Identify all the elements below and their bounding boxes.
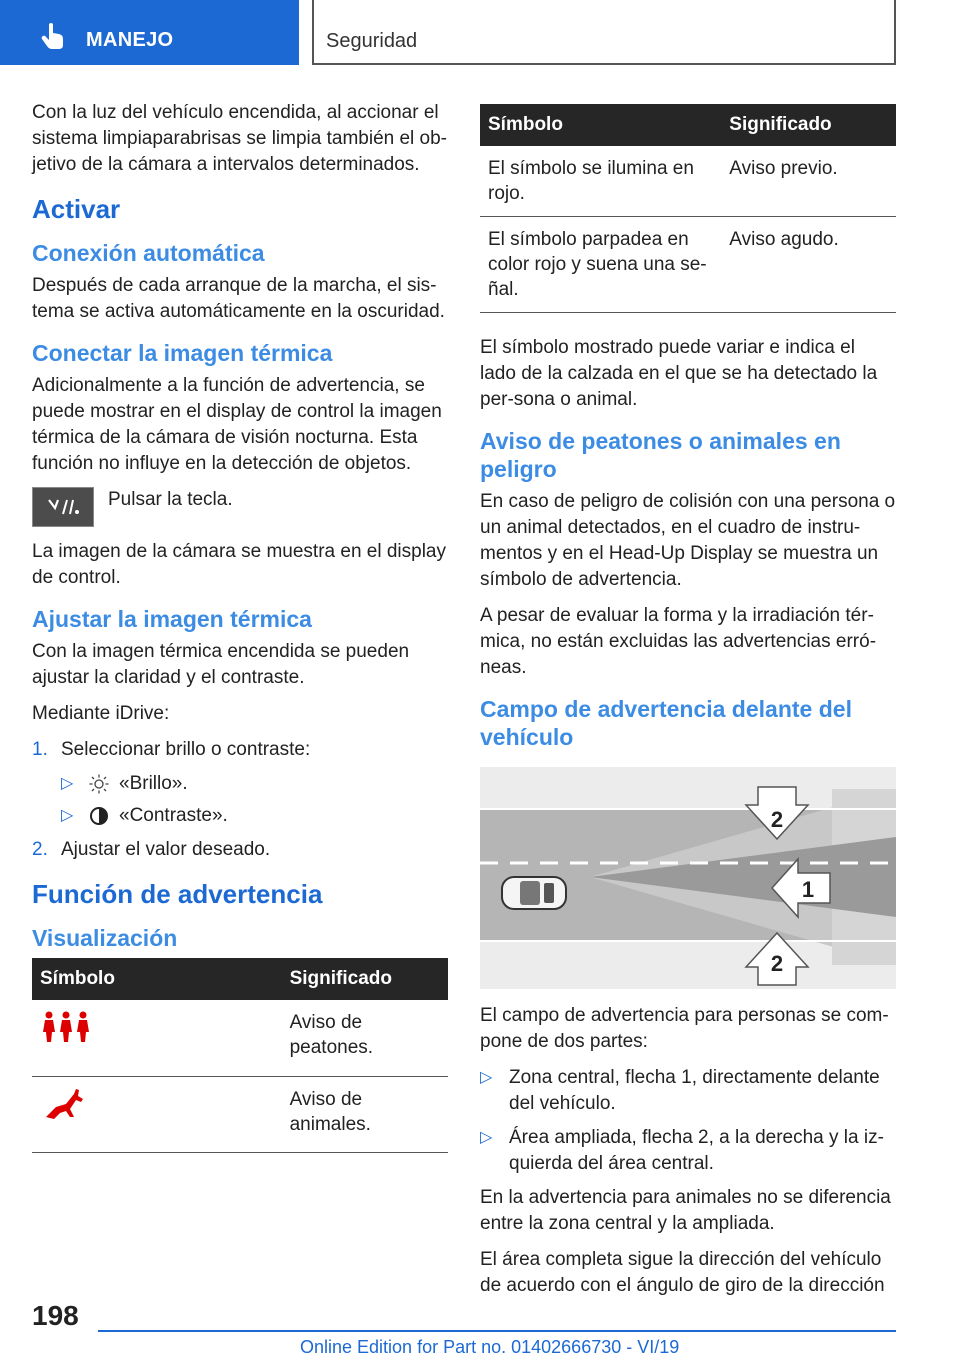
hand-pointer-icon — [40, 22, 66, 50]
list-item — [480, 1065, 896, 1117]
substep-item — [61, 803, 448, 829]
table-header-meaning: Significado — [282, 958, 448, 1000]
heading-conexion: Conexión automática — [32, 240, 265, 266]
warning-level-table — [480, 104, 896, 313]
meaning-cell: Aviso de peatones. — [282, 1000, 448, 1076]
step-text: Ajustar el valor deseado. — [61, 839, 271, 860]
heading-funcion: Función de advertencia — [32, 879, 323, 909]
warning-field-illustration — [480, 767, 896, 989]
triangle-bullet-icon: ▷ — [480, 1069, 493, 1086]
night-vision-key — [32, 487, 94, 527]
area-paragraph: El área completa sigue la dirección del vehículo de acuerdo con el ángulo de giro de la dirección — [480, 1249, 885, 1296]
aviso-paragraph-2: A pesar de evaluar la forma y la irradiación tér-mica, no están excluidas las advertencias erró-neas. — [480, 605, 877, 678]
car-icon — [502, 877, 566, 909]
section-title: MANEJO — [86, 29, 174, 51]
table-row — [32, 1076, 448, 1152]
step-item — [32, 737, 448, 829]
arrow-label-bottom: 2 — [770, 951, 784, 976]
substep-text: «Brillo». — [119, 773, 188, 794]
section-tab[interactable] — [0, 0, 299, 65]
symbol-cell — [32, 1000, 282, 1076]
triangle-bullet-icon: ▷ — [480, 1129, 493, 1146]
table-row — [480, 146, 896, 217]
bullet-text: Zona central, flecha 1, directamente delante del vehículo. — [509, 1067, 880, 1114]
arrow-label-top: 2 — [770, 807, 784, 832]
animals-paragraph: En la advertencia para animales no se diferencia entre la zona central y la ampliada. — [480, 1187, 891, 1234]
symbol-paragraph: El símbolo mostrado puede variar e indica el lado de la calzada en el que se ha detectado la per-sona o animal. — [480, 337, 878, 410]
footer-edition: Online Edition for Part no. 01402666730 - VI/19 — [300, 1337, 680, 1357]
triangle-bullet-icon: ▷ — [61, 775, 74, 792]
table-row — [480, 217, 896, 313]
step-text: Seleccionar brillo o contraste: — [61, 739, 311, 760]
table-header-symbol: Símbolo — [480, 104, 721, 146]
conexion-paragraph: Después de cada arranque de la marcha, el sis-tema se activa automáticamente en la oscuridad. — [32, 275, 445, 322]
step-number: 1. — [32, 739, 48, 760]
arrow-label-center: 1 — [801, 877, 815, 902]
step-item — [32, 837, 448, 863]
chapter-title: Seguridad — [326, 30, 418, 52]
heading-ajustar: Ajustar la imagen térmica — [32, 606, 312, 632]
aviso-paragraph-1: En caso de peligro de colisión con una persona o un animal detectados, en el cuadro de instru-mentos y en el Head-Up Display se muestra un símbolo de advertencia. — [480, 491, 896, 590]
heading-aviso: Aviso de peatones o animales en peligro — [480, 428, 841, 482]
warning-field-diagram — [480, 767, 896, 989]
conectar-paragraph: Adicionalmente a la función de advertencia, se puede mostrar en el display de control la imagen térmica de la cámara de visión nocturna. Esta función no influye en la detección de objetos. — [32, 375, 442, 474]
substep-text: «Contraste». — [119, 805, 228, 826]
chapter-header — [312, 0, 896, 65]
meaning-cell: Aviso previo. — [721, 146, 896, 217]
substeps-list — [61, 771, 448, 829]
animal-warning-icon — [40, 1087, 92, 1121]
night-vision-key-row — [32, 487, 448, 527]
table-row — [32, 1000, 448, 1076]
pedestrian-warning-icon — [40, 1010, 92, 1044]
night-vision-key-icon — [43, 496, 83, 518]
ajustar-paragraph: Con la imagen térmica encendida se pueden ajustar la claridad y el contraste. — [32, 641, 410, 688]
left-column — [32, 100, 448, 1163]
triangle-bullet-icon: ▷ — [61, 807, 74, 824]
symbol-table — [32, 958, 448, 1153]
heading-visualizacion: Visualización — [32, 925, 178, 951]
right-column — [480, 100, 896, 1309]
heading-activar: Activar — [32, 194, 121, 224]
heading-campo: Campo de advertencia delante del vehículo — [480, 696, 852, 750]
step-number: 2. — [32, 839, 48, 860]
intro-paragraph: Con la luz del vehículo encendida, al accionar el sistema limpiaparabrisas se limpia también el ob-jetivo de la cámara a intervalos determinados. — [32, 102, 448, 175]
substep-item — [61, 771, 448, 797]
page-number: 198 — [32, 1300, 79, 1331]
bullet-text: Área ampliada, flecha 2, a la derecha y la iz-quierda del área central. — [509, 1127, 884, 1174]
meaning-cell: Aviso de animales. — [282, 1076, 448, 1152]
idrive-paragraph: Mediante iDrive: — [32, 703, 170, 724]
list-item — [480, 1125, 896, 1177]
adjust-steps — [32, 737, 448, 863]
table-header-meaning: Significado — [721, 104, 896, 146]
meaning-cell: Aviso agudo. — [721, 217, 896, 313]
contrast-icon — [89, 806, 109, 826]
campo-bullets — [480, 1065, 896, 1177]
symbol-cell: El símbolo parpadea en color rojo y suena una se-ñal. — [480, 217, 721, 313]
heading-conectar: Conectar la imagen térmica — [32, 340, 333, 366]
campo-paragraph: El campo de advertencia para personas se com-pone de dos partes: — [480, 1005, 889, 1052]
after-key-paragraph: La imagen de la cámara se muestra en el display de control. — [32, 541, 447, 588]
symbol-cell — [32, 1076, 282, 1152]
key-instruction: Pulsar la tecla. — [108, 489, 233, 510]
symbol-cell: El símbolo se ilumina en rojo. — [480, 146, 721, 217]
sun-brightness-icon — [89, 774, 109, 794]
table-header-symbol: Símbolo — [32, 958, 282, 1000]
footer-divider — [98, 1330, 896, 1332]
